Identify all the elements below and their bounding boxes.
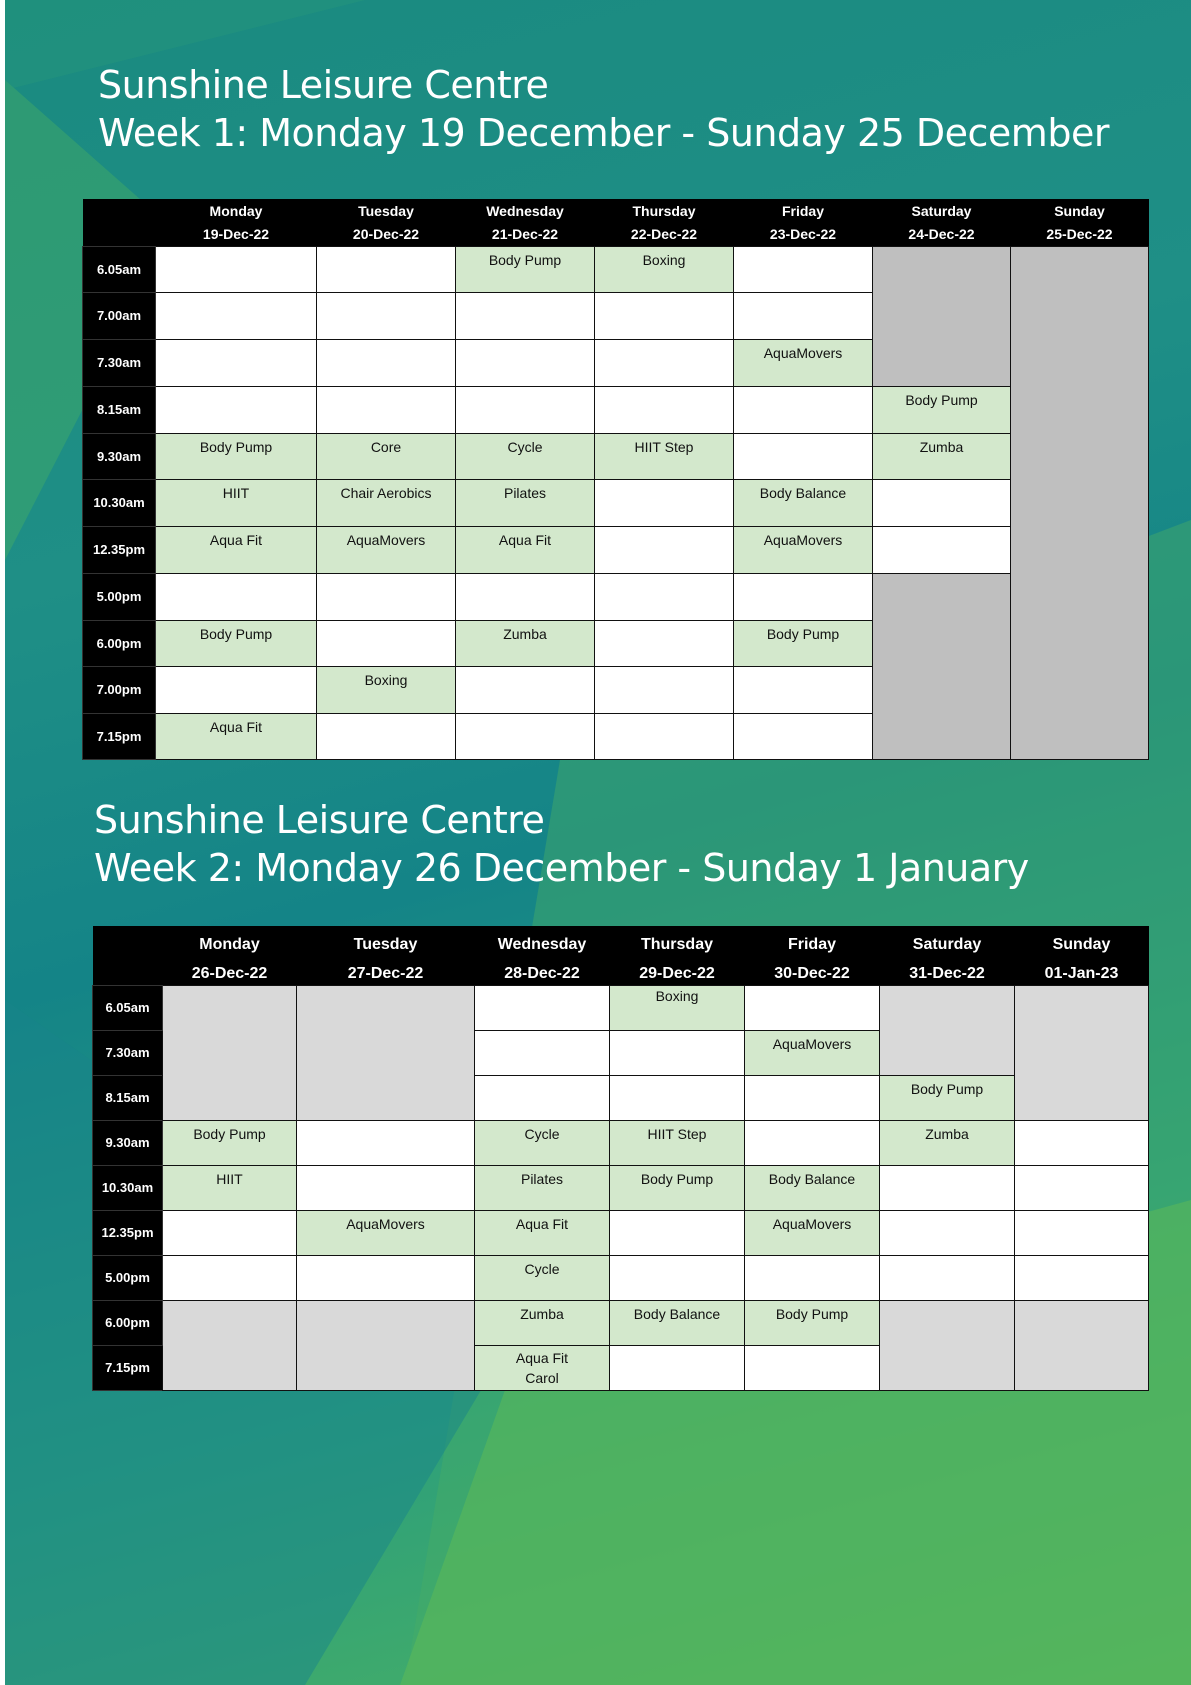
table-row: [83, 433, 1149, 479]
class-slot: [475, 1345, 610, 1390]
empty-slot: [734, 246, 873, 292]
class-name: Zumba: [925, 1125, 969, 1142]
week1-header-date: 24-Dec-22: [873, 222, 1011, 246]
empty-slot: [317, 339, 456, 386]
empty-slot: [734, 386, 873, 433]
week2-title: [94, 796, 1029, 892]
class-name: Body Pump: [193, 1125, 266, 1142]
week2-header-day: Monday: [163, 926, 297, 963]
time-label: 12.35pm: [83, 526, 156, 573]
closed-slot: [880, 985, 1015, 1075]
class-name: Body Pump: [640, 1170, 714, 1187]
week1-header-day: Monday: [156, 199, 317, 222]
class-slot: [156, 713, 317, 759]
class-name: Cycle: [524, 1260, 560, 1277]
class-slot: [475, 1165, 610, 1210]
class-name: HIIT: [222, 484, 250, 501]
table-row: [83, 386, 1149, 433]
class-slot: [745, 1300, 880, 1345]
class-slot: [595, 246, 734, 292]
empty-slot: [595, 339, 734, 386]
empty-slot: [156, 666, 317, 713]
empty-slot: [1015, 1120, 1149, 1165]
empty-slot: [456, 292, 595, 339]
class-name: AquaMovers: [346, 531, 426, 548]
empty-slot: [745, 1120, 880, 1165]
class-name: Body Balance: [768, 1170, 856, 1187]
week2-header-corner: [93, 926, 163, 963]
empty-slot: [873, 526, 1011, 573]
class-slot: [456, 526, 595, 573]
class-slot: [610, 1300, 745, 1345]
empty-slot: [156, 573, 317, 620]
class-slot: [610, 1165, 745, 1210]
time-label: 8.15am: [93, 1075, 163, 1120]
time-label: 7.15pm: [93, 1345, 163, 1390]
class-slot: [745, 1030, 880, 1075]
class-slot: [880, 1120, 1015, 1165]
week1-title-line2: Week 1: Monday 19 December - Sunday 25 December: [98, 111, 1109, 155]
week2-header-date: 31-Dec-22: [880, 963, 1015, 985]
time-label: 5.00pm: [83, 573, 156, 620]
empty-slot: [595, 479, 734, 526]
class-slot: [734, 620, 873, 666]
week1-header-dates: [83, 222, 1149, 246]
closed-slot: [297, 1300, 475, 1390]
week2-header-date: 26-Dec-22: [163, 963, 297, 985]
week2-header-day: Sunday: [1015, 926, 1149, 963]
class-slot: [163, 1165, 297, 1210]
time-label: 5.00pm: [93, 1255, 163, 1300]
class-name: AquaMovers: [763, 531, 843, 548]
week1-header-day: Wednesday: [456, 199, 595, 222]
empty-slot: [297, 1120, 475, 1165]
empty-slot: [456, 386, 595, 433]
class-slot: [156, 433, 317, 479]
class-name: AquaMovers: [763, 344, 843, 361]
class-name: Body Pump: [910, 1080, 984, 1097]
week2-header-date: 27-Dec-22: [297, 963, 475, 985]
empty-slot: [456, 573, 595, 620]
class-slot: [734, 526, 873, 573]
empty-slot: [745, 1255, 880, 1300]
class-name: Aqua Fit: [515, 1349, 569, 1366]
week2-title-line1: Sunshine Leisure Centre: [94, 798, 545, 842]
time-label: 7.15pm: [83, 713, 156, 759]
class-name: Zumba: [503, 625, 547, 642]
week1-timetable: [82, 199, 1149, 760]
class-name: AquaMovers: [772, 1035, 852, 1052]
class-slot: [734, 339, 873, 386]
class-name: Body Balance: [633, 1305, 721, 1322]
class-name: Body Pump: [488, 251, 562, 268]
empty-slot: [475, 985, 610, 1030]
class-slot: [475, 1255, 610, 1300]
week2-header-corner: [93, 963, 163, 985]
class-name: Cycle: [507, 438, 543, 455]
class-name: AquaMovers: [346, 1215, 425, 1232]
empty-slot: [880, 1255, 1015, 1300]
class-name: Body Pump: [775, 1305, 849, 1322]
class-name: Aqua Fit: [209, 718, 263, 735]
empty-slot: [610, 1345, 745, 1390]
empty-slot: [475, 1075, 610, 1120]
week2-header-date: 01-Jan-23: [1015, 963, 1149, 985]
empty-slot: [317, 292, 456, 339]
empty-slot: [610, 1255, 745, 1300]
week1-header-date: 21-Dec-22: [456, 222, 595, 246]
week2-header-day: Wednesday: [475, 926, 610, 963]
week2-header-dates: [93, 963, 1149, 985]
time-label: 7.00pm: [83, 666, 156, 713]
time-label: 12.35pm: [93, 1210, 163, 1255]
table-row: [93, 1300, 1149, 1345]
week2-header-days: [93, 926, 1149, 963]
class-name: Pilates: [503, 484, 547, 501]
class-slot: [297, 1210, 475, 1255]
class-slot: [456, 246, 595, 292]
closed-slot: [163, 985, 297, 1120]
closed-slot: [1011, 246, 1149, 759]
empty-slot: [595, 386, 734, 433]
class-name: AquaMovers: [772, 1215, 852, 1232]
empty-slot: [880, 1165, 1015, 1210]
class-name: HIIT: [216, 1170, 243, 1187]
week1-title-line1: Sunshine Leisure Centre: [98, 63, 549, 107]
empty-slot: [456, 339, 595, 386]
empty-slot: [156, 246, 317, 292]
class-name: Body Pump: [199, 625, 273, 642]
week2-header-date: 30-Dec-22: [745, 963, 880, 985]
time-label: 7.30am: [83, 339, 156, 386]
week2-header-day: Thursday: [610, 926, 745, 963]
empty-slot: [595, 620, 734, 666]
empty-slot: [610, 1075, 745, 1120]
class-name: Aqua Fit: [209, 531, 263, 548]
empty-slot: [163, 1255, 297, 1300]
class-slot: [475, 1300, 610, 1345]
table-row: [83, 246, 1149, 292]
week2-header-day: Tuesday: [297, 926, 475, 963]
week2-title-line2: Week 2: Monday 26 December - Sunday 1 January: [94, 846, 1029, 890]
time-label: 10.30am: [83, 479, 156, 526]
week1-header-day: Saturday: [873, 199, 1011, 222]
empty-slot: [1015, 1210, 1149, 1255]
empty-slot: [317, 620, 456, 666]
class-slot: [880, 1075, 1015, 1120]
empty-slot: [317, 246, 456, 292]
week1-header-date: 25-Dec-22: [1011, 222, 1149, 246]
empty-slot: [745, 1075, 880, 1120]
time-label: 6.00pm: [83, 620, 156, 666]
time-label: 7.30am: [93, 1030, 163, 1075]
week1-header-day: Friday: [734, 199, 873, 222]
table-row: [93, 1210, 1149, 1255]
class-instructor: Carol: [525, 1369, 559, 1386]
week2-header-day: Friday: [745, 926, 880, 963]
class-name: Cycle: [524, 1125, 560, 1142]
class-slot: [317, 526, 456, 573]
class-name: Body Balance: [759, 484, 847, 501]
class-slot: [475, 1120, 610, 1165]
week1-header-day: Tuesday: [317, 199, 456, 222]
class-slot: [595, 433, 734, 479]
empty-slot: [734, 713, 873, 759]
closed-slot: [880, 1300, 1015, 1390]
table-row: [83, 526, 1149, 573]
class-name: HIIT Step: [647, 1125, 707, 1142]
class-slot: [610, 985, 745, 1030]
class-slot: [734, 479, 873, 526]
class-slot: [156, 620, 317, 666]
closed-slot: [1015, 1300, 1149, 1390]
week1-header-date: 23-Dec-22: [734, 222, 873, 246]
week2-header-date: 29-Dec-22: [610, 963, 745, 985]
class-slot: [745, 1165, 880, 1210]
time-label: 10.30am: [93, 1165, 163, 1210]
week1-header-corner: [83, 199, 156, 222]
empty-slot: [163, 1210, 297, 1255]
class-name: Pilates: [520, 1170, 564, 1187]
class-name: Body Pump: [905, 391, 978, 408]
empty-slot: [297, 1165, 475, 1210]
class-name: Boxing: [642, 251, 686, 268]
class-name: HIIT Step: [634, 438, 694, 455]
closed-slot: [297, 985, 475, 1120]
table-row: [93, 1165, 1149, 1210]
empty-slot: [156, 339, 317, 386]
table-row: [93, 985, 1149, 1030]
week1-header-date: 20-Dec-22: [317, 222, 456, 246]
empty-slot: [317, 713, 456, 759]
class-slot: [610, 1120, 745, 1165]
week1-header-date: 19-Dec-22: [156, 222, 317, 246]
closed-slot: [873, 573, 1011, 759]
week2-header-date: 28-Dec-22: [475, 963, 610, 985]
class-name: Boxing: [655, 987, 699, 1004]
class-slot: [456, 479, 595, 526]
class-slot: [745, 1210, 880, 1255]
closed-slot: [1015, 985, 1149, 1120]
empty-slot: [745, 1345, 880, 1390]
class-slot: [456, 433, 595, 479]
empty-slot: [317, 386, 456, 433]
empty-slot: [873, 479, 1011, 526]
class-slot: [873, 433, 1011, 479]
week1-header-date: 22-Dec-22: [595, 222, 734, 246]
empty-slot: [745, 985, 880, 1030]
empty-slot: [156, 292, 317, 339]
class-slot: [163, 1120, 297, 1165]
class-name: Core: [370, 438, 402, 455]
class-name: Aqua Fit: [498, 531, 552, 548]
class-name: Zumba: [919, 438, 964, 455]
closed-slot: [163, 1300, 297, 1390]
class-name: Zumba: [520, 1305, 564, 1322]
empty-slot: [456, 666, 595, 713]
empty-slot: [734, 666, 873, 713]
empty-slot: [317, 573, 456, 620]
week1-title: [98, 61, 1109, 157]
empty-slot: [734, 573, 873, 620]
table-row: [83, 479, 1149, 526]
class-name: Boxing: [364, 671, 408, 688]
empty-slot: [475, 1030, 610, 1075]
empty-slot: [156, 386, 317, 433]
class-slot: [317, 666, 456, 713]
week1-header-day: Thursday: [595, 199, 734, 222]
time-label: 9.30am: [83, 433, 156, 479]
class-slot: [156, 479, 317, 526]
empty-slot: [595, 292, 734, 339]
class-name: Body Pump: [199, 438, 273, 455]
class-slot: [317, 433, 456, 479]
time-label: 6.00pm: [93, 1300, 163, 1345]
class-name: Body Pump: [766, 625, 840, 642]
empty-slot: [297, 1255, 475, 1300]
empty-slot: [610, 1210, 745, 1255]
time-label: 9.30am: [93, 1120, 163, 1165]
week2-header-day: Saturday: [880, 926, 1015, 963]
empty-slot: [595, 666, 734, 713]
table-row: [93, 1255, 1149, 1300]
class-slot: [873, 386, 1011, 433]
empty-slot: [595, 713, 734, 759]
empty-slot: [595, 526, 734, 573]
empty-slot: [1015, 1255, 1149, 1300]
time-label: 6.05am: [93, 985, 163, 1030]
empty-slot: [595, 573, 734, 620]
week1-header-days: [83, 199, 1149, 222]
empty-slot: [880, 1210, 1015, 1255]
class-slot: [317, 479, 456, 526]
class-slot: [456, 620, 595, 666]
week1-header-day: Sunday: [1011, 199, 1149, 222]
table-row: [93, 1120, 1149, 1165]
class-name: Chair Aerobics: [340, 484, 432, 501]
empty-slot: [734, 433, 873, 479]
empty-slot: [1015, 1165, 1149, 1210]
empty-slot: [456, 713, 595, 759]
week2-timetable: [92, 926, 1149, 1391]
empty-slot: [610, 1030, 745, 1075]
time-label: 7.00am: [83, 292, 156, 339]
time-label: 8.15am: [83, 386, 156, 433]
time-label: 6.05am: [83, 246, 156, 292]
week1-header-corner: [83, 222, 156, 246]
class-slot: [475, 1210, 610, 1255]
class-slot: [156, 526, 317, 573]
empty-slot: [734, 292, 873, 339]
class-name: Aqua Fit: [515, 1215, 569, 1232]
table-row: [83, 573, 1149, 620]
closed-slot: [873, 246, 1011, 386]
